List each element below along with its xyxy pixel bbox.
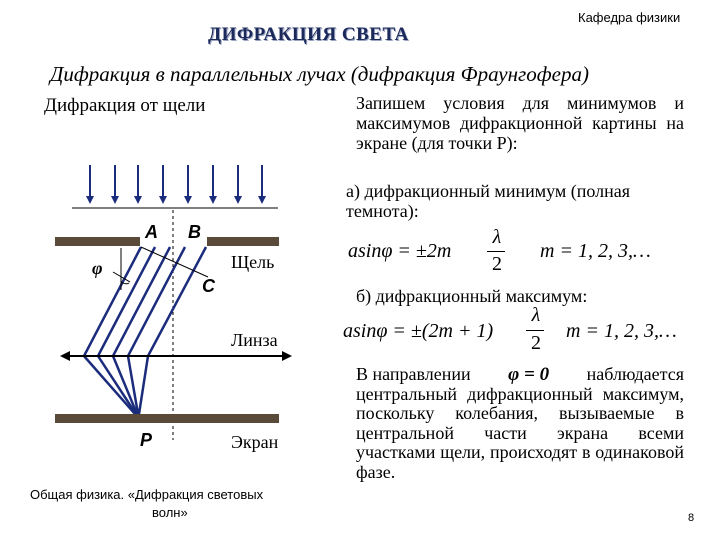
incident-rays <box>90 165 262 202</box>
central-prefix: В направлении <box>356 364 471 384</box>
converging-ray <box>84 356 135 414</box>
maximum-fraction-bar <box>526 330 544 331</box>
maximum-fraction-denominator: 2 <box>531 332 541 354</box>
diffracted-ray <box>113 247 170 356</box>
slit-plate-right <box>207 237 279 246</box>
screen-label: Экран <box>231 432 279 452</box>
lens-label: Линза <box>231 330 278 350</box>
central-rest: центральный дифракционный максимум, поскольку колебания, вызываемые в центральной части экрана всеми участками щели, происходят в одинаковой фазе. <box>356 383 684 482</box>
slide-title: ДИФРАКЦИЯ СВЕТА <box>208 24 409 45</box>
minimum-condition-label: а) дифракционный минимум (полная темнота): <box>346 181 631 221</box>
page-number: 8 <box>688 512 695 524</box>
course-line-2: волн» <box>152 505 188 520</box>
diffracted-ray <box>98 247 155 356</box>
angle-phi-label: φ <box>92 258 103 278</box>
maximum-formula-left: asinφ = ±(2m + 1) <box>343 320 494 342</box>
point-c-label: C <box>202 276 215 296</box>
central-maximum-text <box>356 365 684 482</box>
slide-subtitle: Дифракция в параллельных лучах (дифракция Фраунгофера) <box>50 62 589 86</box>
point-p-label: P <box>140 430 153 450</box>
conditions-intro: Запишем условия для минимумов и максимумов дифракционной картины на экране (для точки P): <box>356 93 684 153</box>
point-b-label: B <box>188 222 201 242</box>
course-footer <box>30 486 330 522</box>
slit-diffraction-heading: Дифракция от щели <box>44 95 206 116</box>
slit-label: Щель <box>231 252 275 272</box>
central-suffix: наблюдается <box>586 364 684 384</box>
point-a-label: A <box>145 222 158 242</box>
screen-plate <box>55 414 279 423</box>
department-label: Кафедра физики <box>578 10 681 25</box>
slit-plate-left <box>55 237 140 246</box>
minimum-formula-right: m = 1, 2, 3,… <box>540 240 651 262</box>
minimum-fraction-bar <box>487 251 505 252</box>
minimum-fraction-denominator: 2 <box>492 253 502 275</box>
maximum-fraction-numerator: λ <box>531 304 541 326</box>
minimum-formula-left: asinφ = ±2m <box>348 240 452 262</box>
course-line-1: Общая физика. «Дифракция световых <box>30 487 264 502</box>
central-formula: φ = 0 <box>508 364 550 385</box>
converging-ray <box>139 356 148 414</box>
maximum-condition-label: б) дифракционный максимум: <box>356 286 588 306</box>
maximum-formula-right: m = 1, 2, 3,… <box>566 320 677 342</box>
minimum-fraction-numerator: λ <box>492 226 502 248</box>
